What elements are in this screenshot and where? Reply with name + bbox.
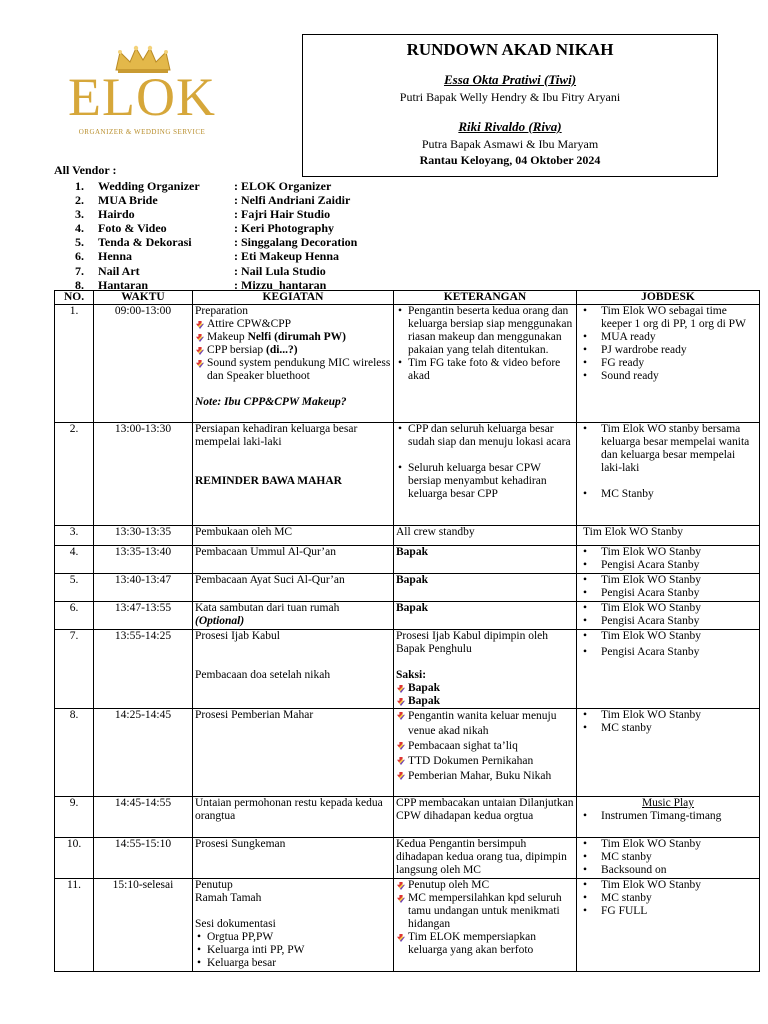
vendor-role: Henna: [98, 249, 133, 264]
item-emphasis: Nelfi (dirumah PW): [247, 331, 346, 343]
groom-parents: Putra Bapak Asmawi & Ibu Maryam: [421, 137, 599, 151]
vendor-no: 8.: [75, 277, 84, 292]
row-keterangan: [394, 305, 577, 423]
list-item: • Tim Elok WO Stanby: [579, 838, 757, 851]
row-jobdesk: [577, 630, 760, 709]
bride-name: Essa Okta Pratiwi (Tiwi): [443, 72, 577, 87]
row-keterangan: [394, 709, 577, 797]
list-item: • Tim Elok WO Stanby: [579, 574, 757, 587]
vendor-name: : Keri Photography: [234, 221, 334, 236]
list-item: • Pengisi Acara Stanby: [579, 615, 757, 628]
list-item: Attire CPW&CPP: [195, 318, 391, 331]
kegiatan-optional: (Optional): [195, 615, 245, 627]
row-no: 6.: [55, 602, 94, 630]
row-no: 1.: [55, 305, 94, 423]
vendor-item: [54, 249, 357, 263]
vendor-item: [54, 207, 357, 221]
col-header-kegiatan: KEGIATAN: [193, 291, 394, 305]
document-title: RUNDOWN AKAD NIKAH: [406, 40, 614, 59]
row-time: 14:45-14:55: [94, 797, 193, 838]
kegiatan-doa: Pembacaan doa setelah nikah: [195, 669, 331, 681]
jobdesk-list: [579, 838, 757, 877]
table-row: [55, 546, 760, 574]
row-jobdesk: [577, 838, 760, 879]
row-time: 13:40-13:47: [94, 574, 193, 602]
list-item: • Tim Elok WO stanby bersama keluarga besar mempelai wanita dan keluarga besar mempelai laki-laki: [579, 423, 757, 475]
groom-name: Riki Rivaldo (Riva): [458, 119, 562, 134]
list-item: • Pengisi Acara Stanby: [579, 559, 757, 572]
row-no: 2.: [55, 423, 94, 526]
vendor-name: : Mizzu_hantaran: [234, 277, 327, 292]
row-kegiatan: [193, 305, 394, 423]
list-item: • Keluarga inti PP, PW: [195, 944, 391, 957]
table-row: [55, 630, 760, 709]
row-jobdesk: [577, 423, 760, 526]
list-item: Bapak: [396, 682, 574, 695]
jobdesk-list: [579, 879, 757, 918]
table-row: [55, 574, 760, 602]
row-jobdesk: [577, 574, 760, 602]
kegiatan-list: [195, 318, 391, 383]
item-text: Makeup: [207, 331, 248, 343]
jobdesk-list: [579, 546, 757, 572]
row-time: 14:25-14:45: [94, 709, 193, 797]
list-item: • Tim Elok WO Stanby: [579, 630, 757, 643]
table-row: [55, 602, 760, 630]
title-box: [302, 34, 718, 177]
list-item: • FG ready: [579, 357, 757, 370]
list-item: • Pengisi Acara Stanby: [579, 646, 757, 659]
kegiatan-title: Prosesi Ijab Kabul: [195, 630, 280, 642]
row-no: 3.: [55, 526, 94, 546]
row-jobdesk: [577, 797, 760, 838]
list-item: [195, 331, 391, 344]
row-kegiatan: [193, 423, 394, 526]
row-jobdesk: [577, 879, 760, 972]
table-row: [55, 838, 760, 879]
row-kegiatan: Prosesi Pemberian Mahar: [193, 709, 394, 797]
row-keterangan: Bapak: [394, 602, 577, 630]
jobdesk-list: [579, 630, 757, 659]
keterangan-list: [396, 879, 574, 957]
vendor-role: Tenda & Dekorasi: [98, 235, 192, 250]
bride-parents: Putri Bapak Welly Hendry & Ibu Fitry Aryani: [399, 90, 621, 104]
jobdesk-list: [579, 602, 757, 628]
list-item: MC mempersilahkan kpd seluruh tamu undangan untuk menikmati hidangan: [396, 892, 574, 931]
row-keterangan: Bapak: [394, 574, 577, 602]
row-no: 11.: [55, 879, 94, 972]
col-header-jobdesk: JOBDESK: [577, 291, 760, 305]
vendor-no: 3.: [75, 207, 84, 222]
list-item: • Tim Elok WO Stanby: [579, 709, 757, 722]
vendor-no: 1.: [75, 179, 84, 193]
vendor-role: Hairdo: [98, 207, 135, 222]
row-keterangan: [394, 879, 577, 972]
table-header-row: [55, 291, 760, 305]
vendor-item: [54, 193, 357, 207]
list-item: • Sound ready: [579, 370, 757, 383]
list-item: • MC stanby: [579, 851, 757, 864]
jobdesk-list: [579, 305, 757, 383]
kegiatan-reminder: REMINDER BAWA MAHAR: [195, 475, 342, 487]
row-jobdesk: [577, 709, 760, 797]
list-item: Penutup oleh MC: [396, 879, 574, 892]
table-row: [55, 879, 760, 972]
row-time: 14:55-15:10: [94, 838, 193, 879]
vendor-name: : Nail Lula Studio: [234, 263, 326, 278]
list-item: Sound system pendukung MIC wireless dan Speaker bluethoot: [195, 357, 391, 383]
list-item: • MUA ready: [579, 331, 757, 344]
list-item: Bapak: [396, 695, 574, 708]
table-row: [55, 797, 760, 838]
vendor-role: Nail Art: [98, 263, 140, 278]
rundown-table: [54, 290, 760, 972]
vendor-role: Foto & Video: [98, 221, 167, 236]
vendor-no: 5.: [75, 235, 84, 250]
jobdesk-list: [579, 810, 757, 823]
list-item: • MC stanby: [579, 722, 757, 735]
row-no: 8.: [55, 709, 94, 797]
table-row: [55, 423, 760, 526]
list-item: Pengantin wanita keluar menuju venue akad nikah: [396, 709, 574, 739]
list-item: • Instrumen Timang-timang: [579, 810, 757, 823]
kegiatan-title: Preparation: [195, 305, 249, 317]
row-kegiatan: Untaian permohonan restu kepada kedua orangtua: [193, 797, 394, 838]
list-item: • Tim Elok WO Stanby: [579, 602, 757, 615]
vendor-role: Hantaran: [98, 277, 149, 292]
row-time: 09:00-13:00: [94, 305, 193, 423]
list-item: • CPP dan seluruh keluarga besar sudah siap dan menuju lokasi acara: [396, 423, 574, 449]
vendor-role: MUA Bride: [98, 193, 158, 208]
row-time: 13:47-13:55: [94, 602, 193, 630]
row-keterangan: CPP membacakan untaian Dilanjutkan CPW dihadapan kedua orgtua: [394, 797, 577, 838]
vendor-heading: All Vendor :: [54, 163, 117, 177]
list-item: TTD Dokumen Pernikahan: [396, 754, 574, 769]
row-kegiatan: Prosesi Sungkeman: [193, 838, 394, 879]
row-kegiatan: [193, 879, 394, 972]
music-play-heading: Music Play: [641, 797, 695, 809]
keterangan-list: [396, 305, 574, 383]
list-item: • Tim Elok WO Stanby: [579, 879, 757, 892]
row-time: 13:00-13:30: [94, 423, 193, 526]
list-item: [195, 344, 391, 357]
row-keterangan: Bapak: [394, 546, 577, 574]
row-jobdesk: [577, 305, 760, 423]
keterangan-list: [396, 423, 574, 501]
row-no: 9.: [55, 797, 94, 838]
list-item: • MC stanby: [579, 892, 757, 905]
kegiatan-title: Penutup: [195, 879, 233, 891]
row-jobdesk: [577, 546, 760, 574]
jobdesk-list: [579, 423, 757, 501]
row-jobdesk: [577, 602, 760, 630]
vendor-item: [54, 235, 357, 249]
row-time: 13:30-13:35: [94, 526, 193, 546]
list-item: • FG FULL: [579, 905, 757, 918]
col-header-keterangan: KETERANGAN: [394, 291, 577, 305]
row-no: 4.: [55, 546, 94, 574]
vendor-role: Wedding Organizer: [98, 179, 200, 193]
vendor-list: [54, 163, 357, 292]
row-kegiatan: Pembacaan Ayat Suci Al-Qur’an: [193, 574, 394, 602]
row-kegiatan: [193, 630, 394, 709]
list-item: • MC Stanby: [579, 488, 757, 501]
vendor-name: : Fajri Hair Studio: [234, 207, 331, 222]
elok-logo: [62, 44, 222, 144]
vendor-no: 2.: [75, 193, 84, 208]
row-time: 13:35-13:40: [94, 546, 193, 574]
row-time: 13:55-14:25: [94, 630, 193, 709]
row-keterangan: Kedua Pengantin bersimpuh dihadapan kedua orang tua, dipimpin langsung oleh MC: [394, 838, 577, 879]
row-no: 7.: [55, 630, 94, 709]
list-item: Pembacaan sighat ta’liq: [396, 739, 574, 754]
item-text: CPP bersiap: [207, 344, 266, 356]
jobdesk-list: [579, 574, 757, 600]
kegiatan-title: Persiapan kehadiran keluarga besar mempelai laki-laki: [195, 423, 358, 448]
list-item: • Tim FG take foto & video before akad: [396, 357, 574, 383]
list-item: • Orgtua PP,PW: [195, 931, 391, 944]
row-no: 10.: [55, 838, 94, 879]
vendor-name: : Nelfi Andriani Zaidir: [234, 193, 351, 208]
vendor-no: 6.: [75, 249, 84, 264]
keterangan-text: Prosesi Ijab Kabul dipimpin oleh Bapak Penghulu: [396, 630, 549, 655]
kegiatan-subtitle: Ramah Tamah: [195, 892, 262, 904]
vendor-name: : Eti Makeup Henna: [234, 249, 340, 264]
jobdesk-list: [579, 709, 757, 735]
logo-wordmark: ELOK: [68, 67, 216, 127]
item-emphasis: (di...?): [266, 344, 298, 356]
col-header-waktu: WAKTU: [94, 291, 193, 305]
row-kegiatan: Pembukaan oleh MC: [193, 526, 394, 546]
vendor-name: : Singgalang Decoration: [234, 235, 358, 250]
place-date: Rantau Keloyang, 04 Oktober 2024: [419, 153, 601, 167]
row-time: 15:10-selesai: [94, 879, 193, 972]
row-jobdesk: Tim Elok WO Stanby: [577, 526, 760, 546]
row-keterangan: [394, 423, 577, 526]
vendor-no: 7.: [75, 263, 84, 278]
vendor-item: [54, 179, 357, 193]
logo-tagline: ORGANIZER & WEDDING SERVICE: [78, 128, 206, 136]
list-item: Pemberian Mahar, Buku Nikah: [396, 769, 574, 784]
table-row: [55, 526, 760, 546]
col-header-no: NO.: [55, 291, 94, 305]
list-item: • Pengisi Acara Stanby: [579, 587, 757, 600]
list-item: • PJ wardrobe ready: [579, 344, 757, 357]
row-kegiatan: Pembacaan Ummul Al-Qur’an: [193, 546, 394, 574]
row-no: 5.: [55, 574, 94, 602]
vendor-item: [54, 221, 357, 235]
saksi-label: Saksi:: [396, 669, 427, 681]
kegiatan-title: Kata sambutan dari tuan rumah: [195, 602, 340, 614]
saksi-list: [396, 682, 574, 708]
vendor-no: 4.: [75, 221, 84, 236]
kegiatan-note: Note: Ibu CPP&CPW Makeup?: [195, 396, 347, 408]
table-row: [55, 709, 760, 797]
list-item: Tim ELOK mempersiapkan keluarga yang akan berfoto: [396, 931, 574, 957]
list-item: • Tim Elok WO Stanby: [579, 546, 757, 559]
list-item: • Tim Elok WO sebagai time keeper 1 org di PP, 1 org di PW: [579, 305, 757, 331]
list-item: • Backsound on: [579, 864, 757, 877]
table-row: [55, 305, 760, 423]
row-keterangan: [394, 630, 577, 709]
list-item: • Seluruh keluarga besar CPW bersiap menyambut kehadiran keluarga besar CPP: [396, 462, 574, 501]
dokumentasi-list: [195, 931, 391, 970]
list-item: • Keluarga besar: [195, 957, 391, 970]
keterangan-list: [396, 709, 574, 784]
vendor-item: [54, 264, 357, 278]
row-kegiatan: [193, 602, 394, 630]
kegiatan-dokumentasi: Sesi dokumentasi: [195, 918, 276, 930]
row-keterangan: All crew standby: [394, 526, 577, 546]
list-item: • Pengantin beserta kedua orang dan keluarga bersiap siap menggunakan riasan makeup dan menggunakan pakaian yang telah ditentukan.: [396, 305, 574, 357]
vendor-name: : ELOK Organizer: [234, 179, 332, 193]
